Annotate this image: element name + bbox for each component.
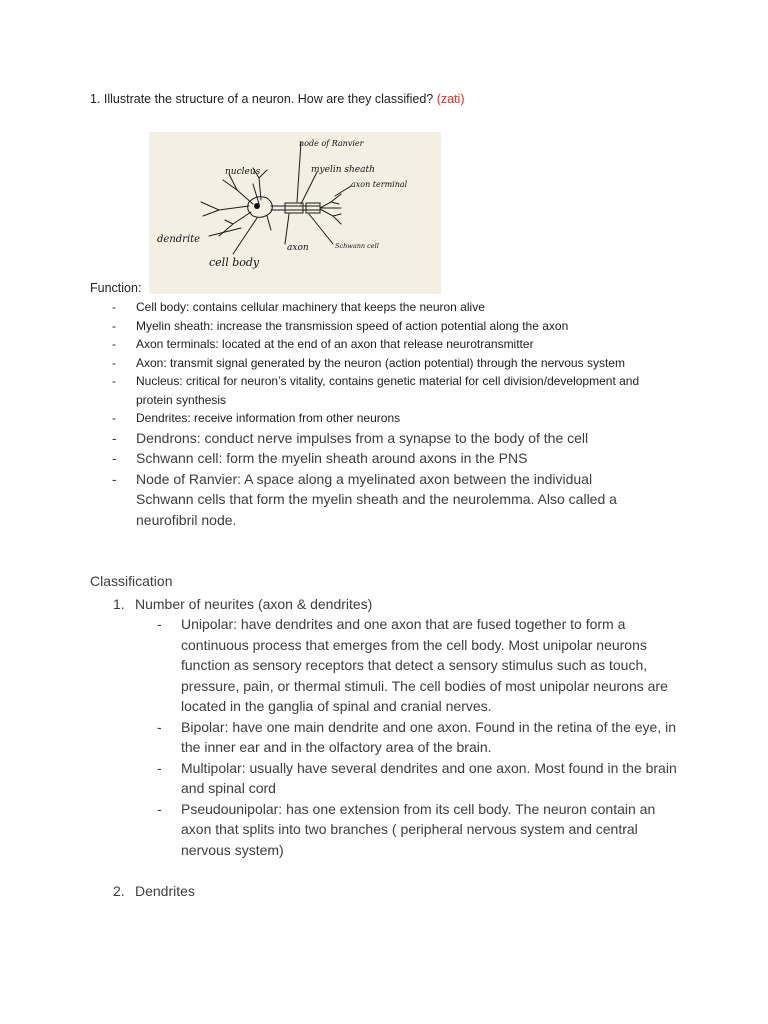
classification-subitem: - Multipolar: usually have several dendrites and one axon. Most found in the brain and spinal cord	[157, 759, 677, 796]
function-heading: Function:	[90, 281, 142, 295]
label-myelin-sheath: myelin sheath	[311, 165, 375, 175]
label-cell-body: cell body	[209, 256, 260, 269]
numbered-item-1: 1. Number of neurites (axon & dendrites)	[113, 596, 373, 612]
question-heading	[90, 92, 465, 106]
label-axon: axon	[287, 243, 309, 253]
function-list	[112, 298, 652, 530]
nucleus-dot	[254, 203, 260, 209]
label-node-of-ranvier: node of Ranvier	[299, 139, 364, 148]
classification-heading: Classification	[90, 573, 173, 589]
function-item: - Node of Ranvier: A space along a myelinated axon between the individual Schwann cells that form the myelin sheath and the neurolemma. Also called a neurofibril node.	[112, 470, 617, 528]
label-axon-terminal: axon terminal	[351, 180, 408, 189]
function-item: - Nucleus: critical for neuron’s vitality, contains genetic material for cell division/development and protein synthesis	[112, 374, 640, 407]
label-schwann-cell: Schwann cell	[335, 242, 379, 250]
numbered-item-2: 2. Dendrites	[113, 883, 195, 899]
function-item: - Dendrites: receive information from other neurons	[112, 411, 401, 425]
classification-subitem: - Bipolar: have one main dendrite and one axon. Found in the retina of the eye, in the inner ear and in the olfactory area of the brain.	[157, 718, 677, 755]
function-item: - Schwann cell: form the myelin sheath around axons in the PNS	[112, 450, 528, 466]
neuron-diagram	[149, 132, 441, 294]
label-dendrite: dendrite	[157, 234, 201, 245]
function-item: - Dendrons: conduct nerve impulses from a synapse to the body of the cell	[112, 429, 589, 446]
function-item: - Axon: transmit signal generated by the neuron (action potential) through the nervous system	[112, 355, 625, 370]
author-tag: (zati)	[436, 92, 465, 106]
classification-subitem: - Pseudounipolar: has one extension from its cell body. The neuron contain an axon that splits into two branches ( peripheral nervous system and central nervous system)	[157, 800, 656, 858]
label-nucleus: nucleus	[225, 167, 261, 177]
function-item: - Myelin sheath: increase the transmission speed of action potential along the axon	[112, 318, 569, 333]
classification-subitem: - Unipolar: have dendrites and one axon that are fused together to form a continuous process that emerges from the cell body. Most unipolar neurons function as sensory receptors that detect a sensory stimulus such as touch, pressure, pain, or thermal stimuli. The cell bodies of most unipolar neurons are located in the ganglia of spinal and cranial nerves.	[157, 616, 668, 714]
question-text: 1. Illustrate the structure of a neuron. How are they classified?	[90, 92, 434, 106]
function-item: - Cell body: contains cellular machinery that keeps the neuron alive	[112, 300, 485, 314]
function-item: - Axon terminals: located at the end of an axon that release neurotransmitter	[112, 337, 534, 351]
neurite-classification-list	[157, 614, 682, 860]
neuron-sketch	[149, 132, 441, 294]
